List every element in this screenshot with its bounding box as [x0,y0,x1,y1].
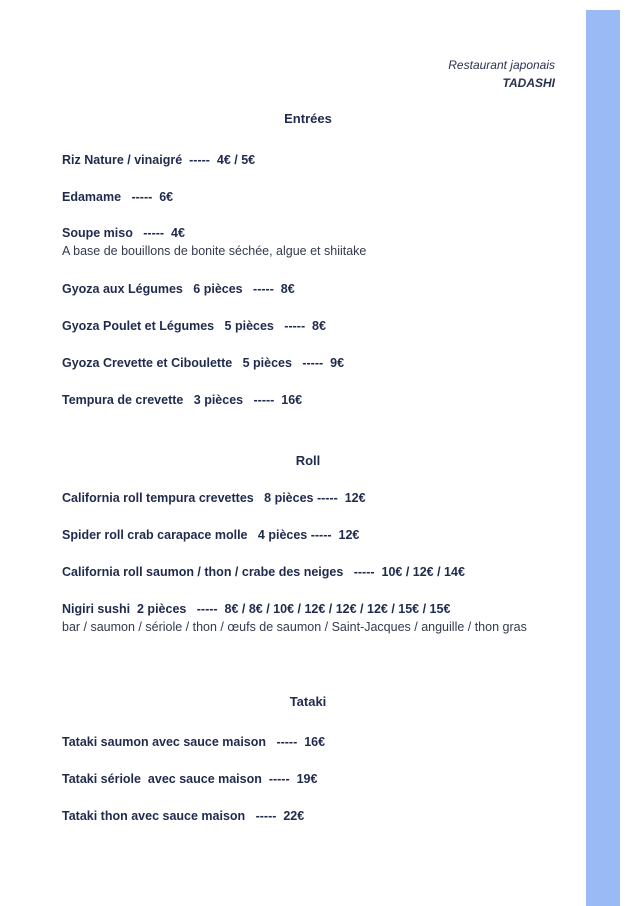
menu-item [62,526,562,544]
menu-item [62,563,562,581]
menu-item-line: Soupe miso ----- 4€ [62,226,185,240]
menu-item [62,224,562,260]
section-title-roll: Roll [295,453,321,468]
menu-item-line: Spider roll crab carapace molle 4 pièces ----- 12€ [62,528,360,542]
menu-item-line: Tempura de crevette 3 pièces ----- 16€ [62,393,303,407]
menu-item [62,770,562,788]
menu-item [62,807,562,825]
menu-item-line: Edamame ----- 6€ [62,190,174,204]
menu-item-line: California roll saumon / thon / crabe des neiges ----- 10€ / 12€ / 14€ [62,565,465,579]
restaurant-subtitle: Restaurant japonais [448,58,555,72]
menu-item-line: Gyoza aux Légumes 6 pièces ----- 8€ [62,282,295,296]
menu-item [62,733,562,751]
restaurant-name: TADASHI [502,76,555,90]
menu-item [62,317,562,335]
menu-item-line: Tataki sériole avec sauce maison ----- 19€ [62,772,318,786]
section-title-entrees: Entrées [284,111,332,126]
menu-item [62,188,562,206]
menu-item-line: Gyoza Crevette et Ciboulette 5 pièces ----- 9€ [62,356,345,370]
menu-item [62,391,562,409]
menu-item [62,280,562,298]
menu-item-description: bar / saumon / sériole / thon / œufs de saumon / Saint-Jacques / anguille / thon gras [62,620,527,634]
section-title-tataki: Tataki [289,694,327,709]
menu-item-line: Nigiri sushi 2 pièces ----- 8€ / 8€ / 10€ / 12€ / 12€ / 12€ / 15€ / 15€ [62,602,451,616]
menu-item-line: Gyoza Poulet et Légumes 5 pièces ----- 8€ [62,319,326,333]
menu-item-line: California roll tempura crevettes 8 pièces ----- 12€ [62,491,366,505]
menu-item [62,600,562,636]
menu-item-line: Tataki saumon avec sauce maison ----- 16€ [62,735,326,749]
menu-item [62,151,562,169]
menu-item [62,354,562,372]
menu-item-line: Tataki thon avec sauce maison ----- 22€ [62,809,305,823]
menu-item [62,489,562,507]
menu-item-description: A base de bouillons de bonite séchée, algue et shiitake [62,244,367,258]
restaurant-header [448,56,555,92]
menu-item-line: Riz Nature / vinaigré ----- 4€ / 5€ [62,153,256,167]
